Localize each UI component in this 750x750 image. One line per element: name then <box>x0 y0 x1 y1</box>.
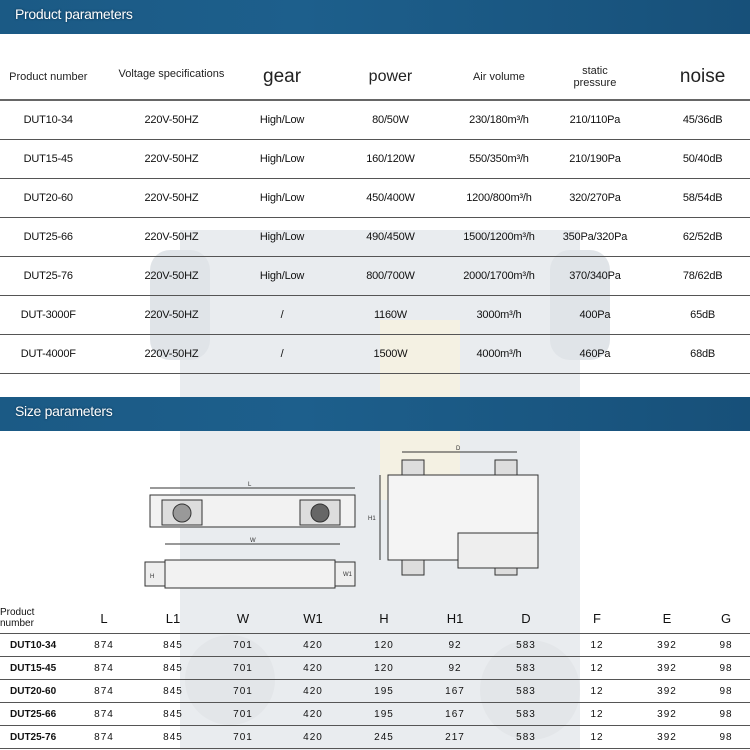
cell-h1: 92 <box>420 657 490 680</box>
cell-l1: 845 <box>138 726 208 749</box>
cell-product: DUT10-34 <box>0 100 97 140</box>
cell-w: 701 <box>208 680 278 703</box>
section-title: Product parameters <box>15 6 133 22</box>
table-row <box>0 634 750 657</box>
cell-pressure: 370/340Pa <box>535 257 656 296</box>
cell-e: 392 <box>632 726 702 749</box>
size-parameters-table <box>0 603 750 749</box>
cell-gear: / <box>246 296 317 335</box>
cell-f: 12 <box>562 657 632 680</box>
cell-pressure: 350Pa/320Pa <box>535 218 656 257</box>
cell-noise: 58/54dB <box>655 179 750 218</box>
cell-power: 160/120W <box>318 140 464 179</box>
dim-label-w1: W1 <box>343 572 352 578</box>
table-row <box>0 680 750 703</box>
header-noise: noise <box>655 55 750 100</box>
cell-pressure: 210/190Pa <box>535 140 656 179</box>
table-row <box>0 100 750 140</box>
cell-l: 874 <box>70 657 138 680</box>
table-header-row <box>0 55 750 100</box>
cell-power: 800/700W <box>318 257 464 296</box>
cell-power: 80/50W <box>318 100 464 140</box>
cell-g: 98 <box>702 703 750 726</box>
header-static-pressure <box>535 55 656 100</box>
cell-g: 98 <box>702 680 750 703</box>
cell-l: 874 <box>70 634 138 657</box>
dim-label-h1: H1 <box>368 516 376 522</box>
cell-l1: 845 <box>138 703 208 726</box>
cell-l: 874 <box>70 680 138 703</box>
cell-w: 701 <box>208 703 278 726</box>
cell-air: 1200/800m³/h <box>463 179 534 218</box>
cell-noise: 78/62dB <box>655 257 750 296</box>
cell-voltage: 220V-50HZ <box>97 335 247 374</box>
cell-e: 392 <box>632 680 702 703</box>
cell-product: DUT25-66 <box>0 218 97 257</box>
cell-air: 230/180m³/h <box>463 100 534 140</box>
cell-product-number: DUT10-34 <box>0 634 70 657</box>
cell-l1: 845 <box>138 657 208 680</box>
cell-gear: / <box>246 335 317 374</box>
cell-g: 98 <box>702 726 750 749</box>
header-w: W <box>208 603 278 634</box>
table-row <box>0 140 750 179</box>
table-row <box>0 257 750 296</box>
cell-d: 583 <box>490 634 562 657</box>
cell-l1: 845 <box>138 680 208 703</box>
header-voltage: Voltage specifications <box>97 52 247 97</box>
cell-product-number: DUT15-45 <box>0 657 70 680</box>
dim-label-w: W <box>250 538 256 544</box>
header-l1: L1 <box>138 603 208 634</box>
cell-product: DUT-3000F <box>0 296 97 335</box>
header-d: D <box>490 603 562 634</box>
header-pressure-line1: static <box>582 65 608 77</box>
cell-voltage: 220V-50HZ <box>97 140 247 179</box>
cell-h1: 167 <box>420 680 490 703</box>
cell-f: 12 <box>562 703 632 726</box>
cell-e: 392 <box>632 657 702 680</box>
cell-power: 1500W <box>318 335 464 374</box>
cell-w: 701 <box>208 634 278 657</box>
cell-air: 4000m³/h <box>463 335 534 374</box>
cell-h: 120 <box>348 634 420 657</box>
dim-label-h: H <box>150 574 155 580</box>
section-title: Size parameters <box>15 403 113 419</box>
cell-product-number: DUT20-60 <box>0 680 70 703</box>
cell-gear: High/Low <box>246 100 317 140</box>
cell-air: 2000/1700m³/h <box>463 257 534 296</box>
cell-voltage: 220V-50HZ <box>97 100 247 140</box>
header-air-volume: Air volume <box>463 55 534 100</box>
cell-d: 583 <box>490 726 562 749</box>
table-row <box>0 726 750 749</box>
cell-power: 490/450W <box>318 218 464 257</box>
cell-h1: 167 <box>420 703 490 726</box>
cell-l1: 845 <box>138 634 208 657</box>
cell-power: 1160W <box>318 296 464 335</box>
cell-w1: 420 <box>278 680 348 703</box>
cell-l: 874 <box>70 703 138 726</box>
cell-w1: 420 <box>278 726 348 749</box>
header-w1: W1 <box>278 603 348 634</box>
cell-w1: 420 <box>278 634 348 657</box>
section-banner-size-parameters <box>0 397 750 431</box>
cell-h: 245 <box>348 726 420 749</box>
cell-air: 1500/1200m³/h <box>463 218 534 257</box>
cell-product: DUT15-45 <box>0 140 97 179</box>
cell-w: 701 <box>208 657 278 680</box>
cell-f: 12 <box>562 680 632 703</box>
cell-pressure: 320/270Pa <box>535 179 656 218</box>
table-row <box>0 296 750 335</box>
cell-gear: High/Low <box>246 257 317 296</box>
cell-d: 583 <box>490 703 562 726</box>
section-banner-product-parameters <box>0 0 750 34</box>
header-power: power <box>318 55 464 100</box>
cell-product: DUT25-76 <box>0 257 97 296</box>
header-h1: H1 <box>420 603 490 634</box>
cell-product-number: DUT25-66 <box>0 703 70 726</box>
cell-h: 195 <box>348 703 420 726</box>
cell-e: 392 <box>632 703 702 726</box>
cell-f: 12 <box>562 634 632 657</box>
table-row <box>0 179 750 218</box>
cell-noise: 45/36dB <box>655 100 750 140</box>
header-product-number: Product number <box>0 55 97 100</box>
product-parameters-table <box>0 55 750 374</box>
cell-f: 12 <box>562 726 632 749</box>
cell-w1: 420 <box>278 703 348 726</box>
header-gear: gear <box>246 55 317 100</box>
cell-d: 583 <box>490 680 562 703</box>
dimension-drawing <box>140 440 560 600</box>
cell-h: 120 <box>348 657 420 680</box>
table-row <box>0 218 750 257</box>
cell-h1: 217 <box>420 726 490 749</box>
cell-air: 3000m³/h <box>463 296 534 335</box>
cell-product-number: DUT25-76 <box>0 726 70 749</box>
cell-voltage: 220V-50HZ <box>97 257 247 296</box>
cell-e: 392 <box>632 634 702 657</box>
table-header-row <box>0 603 750 634</box>
cell-h: 195 <box>348 680 420 703</box>
cell-product: DUT-4000F <box>0 335 97 374</box>
cell-d: 583 <box>490 657 562 680</box>
cell-air: 550/350m³/h <box>463 140 534 179</box>
header-g: G <box>702 603 750 634</box>
cell-voltage: 220V-50HZ <box>97 179 247 218</box>
header-pressure-line2: pressure <box>573 77 617 89</box>
cell-gear: High/Low <box>246 218 317 257</box>
dim-label-d: D <box>456 446 461 452</box>
dim-label-l: L <box>248 482 252 488</box>
cell-voltage: 220V-50HZ <box>97 218 247 257</box>
header-product-number: Product number <box>0 603 70 634</box>
cell-noise: 50/40dB <box>655 140 750 179</box>
cell-voltage: 220V-50HZ <box>97 296 247 335</box>
cell-l: 874 <box>70 726 138 749</box>
cell-g: 98 <box>702 657 750 680</box>
header-l: L <box>70 603 138 634</box>
cell-power: 450/400W <box>318 179 464 218</box>
cell-gear: High/Low <box>246 140 317 179</box>
cell-pressure: 210/110Pa <box>535 100 656 140</box>
header-h: H <box>348 603 420 634</box>
cell-pressure: 460Pa <box>535 335 656 374</box>
cell-w1: 420 <box>278 657 348 680</box>
cell-noise: 68dB <box>655 335 750 374</box>
table-row <box>0 657 750 680</box>
table-row <box>0 335 750 374</box>
cell-w: 701 <box>208 726 278 749</box>
cell-pressure: 400Pa <box>535 296 656 335</box>
cell-noise: 62/52dB <box>655 218 750 257</box>
header-f: F <box>562 603 632 634</box>
cell-gear: High/Low <box>246 179 317 218</box>
cell-h1: 92 <box>420 634 490 657</box>
table-row <box>0 703 750 726</box>
cell-noise: 65dB <box>655 296 750 335</box>
cell-product: DUT20-60 <box>0 179 97 218</box>
header-e: E <box>632 603 702 634</box>
cell-g: 98 <box>702 634 750 657</box>
